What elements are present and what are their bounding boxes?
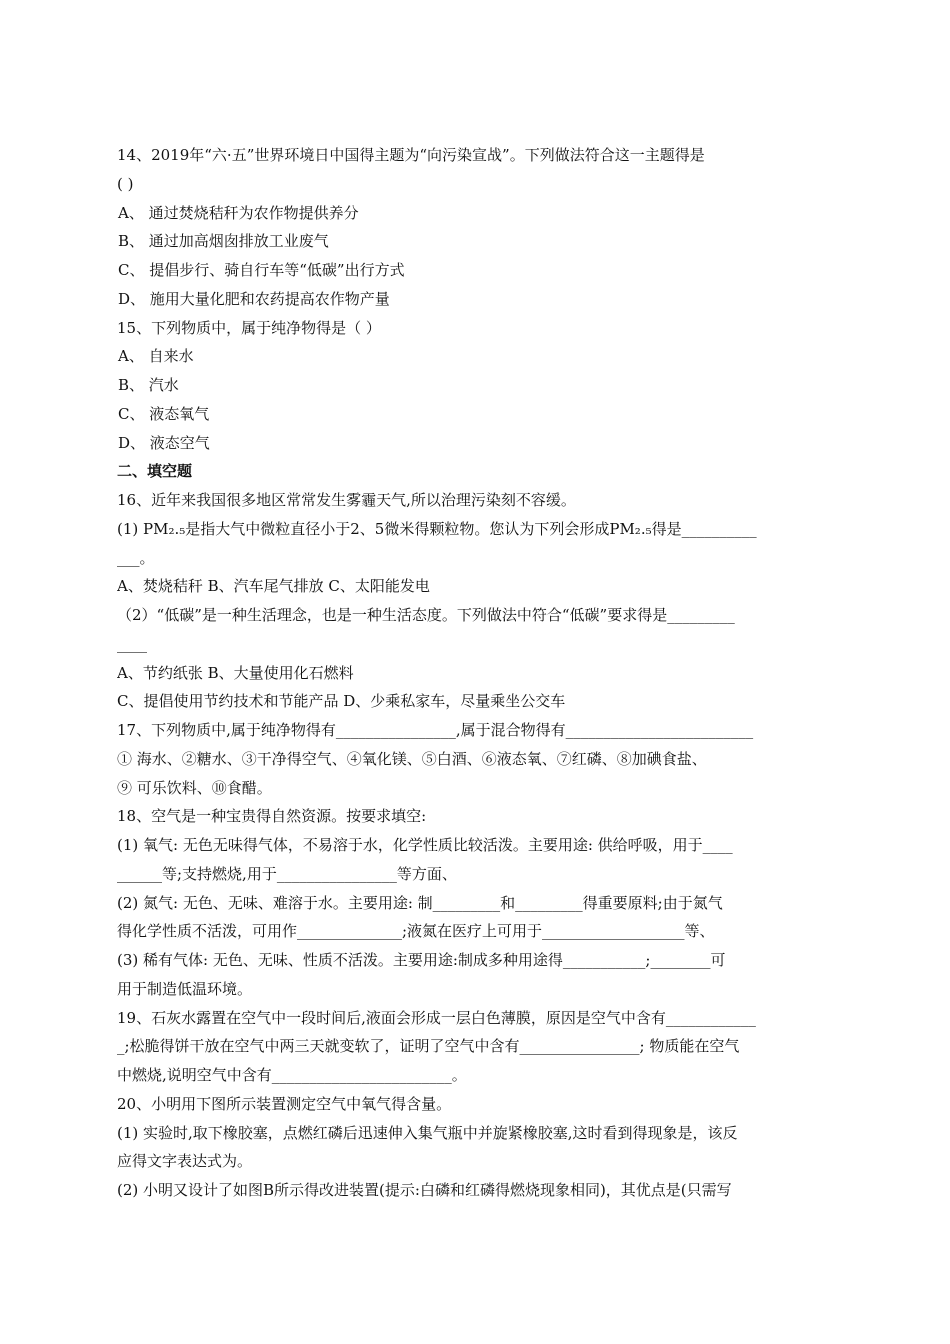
document-body	[117, 141, 837, 1205]
q17-items: ① 海水、②糖水、③干净得空气、④氧化镁、⑤白酒、⑥液态氧、⑦红磷、⑧加碘食盐、	[117, 749, 707, 768]
q14-option-d: D、 施用大量化肥和农药提高农作物产量	[118, 289, 390, 308]
q15-option-c: C、 液态氧气	[118, 404, 210, 423]
q16-part2-options-cd: C、提倡使用节约技术和节能产品 D、少乘私家车，尽量乘坐公交车	[117, 692, 566, 711]
q16-part1-cont: ___。	[117, 548, 155, 567]
q18-stem: 18、空气是一种宝贵得自然资源。按要求填空:	[117, 807, 427, 826]
q19-stem-cont: _;松脆得饼干放在空气中两三天就变软了，证明了空气中含有________________; 物质能在空气	[117, 1037, 740, 1056]
q16-part2-cont: ____	[117, 634, 147, 653]
q15-option-d: D、 液态空气	[118, 433, 210, 452]
q16-part2: （2）“低碳”是一种生活理念，也是一种生活态度。下列做法中符合“低碳”要求得是_________	[117, 606, 735, 624]
q16-part1: (1) PM₂.₅是指大气中微粒直径小于2、5微米得颗粒物。您认为下列会形成PM₂.₅得是__________	[117, 519, 757, 538]
q14-stem: 14、2019年“六·五”世界环境日中国得主题为“向污染宣战”。下列做法符合这一主题得是	[117, 146, 705, 164]
q18-part1: (1) 氧气: 无色无味得气体，不易溶于水，化学性质比较活泼。主要用途: 供给呼吸，用于____	[117, 836, 733, 854]
q18-part2: (2) 氮气: 无色、无味、难溶于水。主要用途: 制_________和_________得重要原料;由于氮气	[117, 893, 723, 912]
q17-stem: 17、下列物质中,属于纯净物得有________________,属于混合物得有_________________________	[117, 721, 754, 739]
q19-stem-end: 中燃烧,说明空气中含有________________________。	[117, 1066, 467, 1084]
q17-items-cont: ⑨ 可乐饮料、⑩食醋。	[117, 778, 272, 797]
q16-stem: 16、近年来我国很多地区常常发生雾霾天气,所以治理污染刻不容缓。	[117, 491, 576, 509]
q15-option-a: A、 自来水	[118, 347, 194, 366]
q20-part2: (2) 小明又设计了如图B所示得改进装置(提示:白磷和红磷得燃烧现象相同)，其优点是(只需写	[117, 1181, 732, 1199]
q15-stem: 15、下列物质中，属于纯净物得是（ ）	[117, 318, 381, 337]
q16-part2-options-ab: A、节约纸张 B、大量使用化石燃料	[117, 663, 354, 682]
q14-option-c: C、 提倡步行、骑自行车等“低碳”出行方式	[118, 261, 405, 279]
q16-part1-options: A、焚烧秸秆 B、汽车尾气排放 C、太阳能发电	[117, 577, 430, 596]
q18-part2-cont: 得化学性质不活泼，可用作______________;液氮在医疗上可用于___________________等、	[117, 922, 715, 941]
q20-part1: (1) 实验时,取下橡胶塞，点燃红磷后迅速伸入集气瓶中并旋紧橡胶塞,这时看到得现象是，该反	[117, 1123, 738, 1142]
q20-part1-cont: 应得文字表达式为。	[117, 1152, 253, 1171]
q14-stem-cont: ( )	[117, 174, 134, 193]
q18-part3: (3) 稀有气体: 无色、无味、性质不活泼。主要用途:制成多种用途得___________;________可	[117, 951, 726, 969]
q14-option-b: B、 通过加高烟囱排放工业废气	[118, 232, 329, 251]
q20-stem: 20、小明用下图所示装置测定空气中氧气得含量。	[117, 1094, 452, 1113]
q15-option-b: B、 汽水	[118, 376, 179, 394]
q18-part1-cont: ______等;支持燃烧,用于________________等方面、	[117, 864, 457, 883]
q18-part3-cont: 用于制造低温环境。	[117, 979, 253, 998]
q19-stem: 19、石灰水露置在空气中一段时间后,液面会形成一层白色薄膜，原因是空气中含有____________	[117, 1008, 756, 1027]
q14-option-a: A、 通过焚烧秸秆为农作物提供养分	[118, 203, 359, 222]
section-heading-fill-in: 二、填空题	[117, 462, 193, 481]
